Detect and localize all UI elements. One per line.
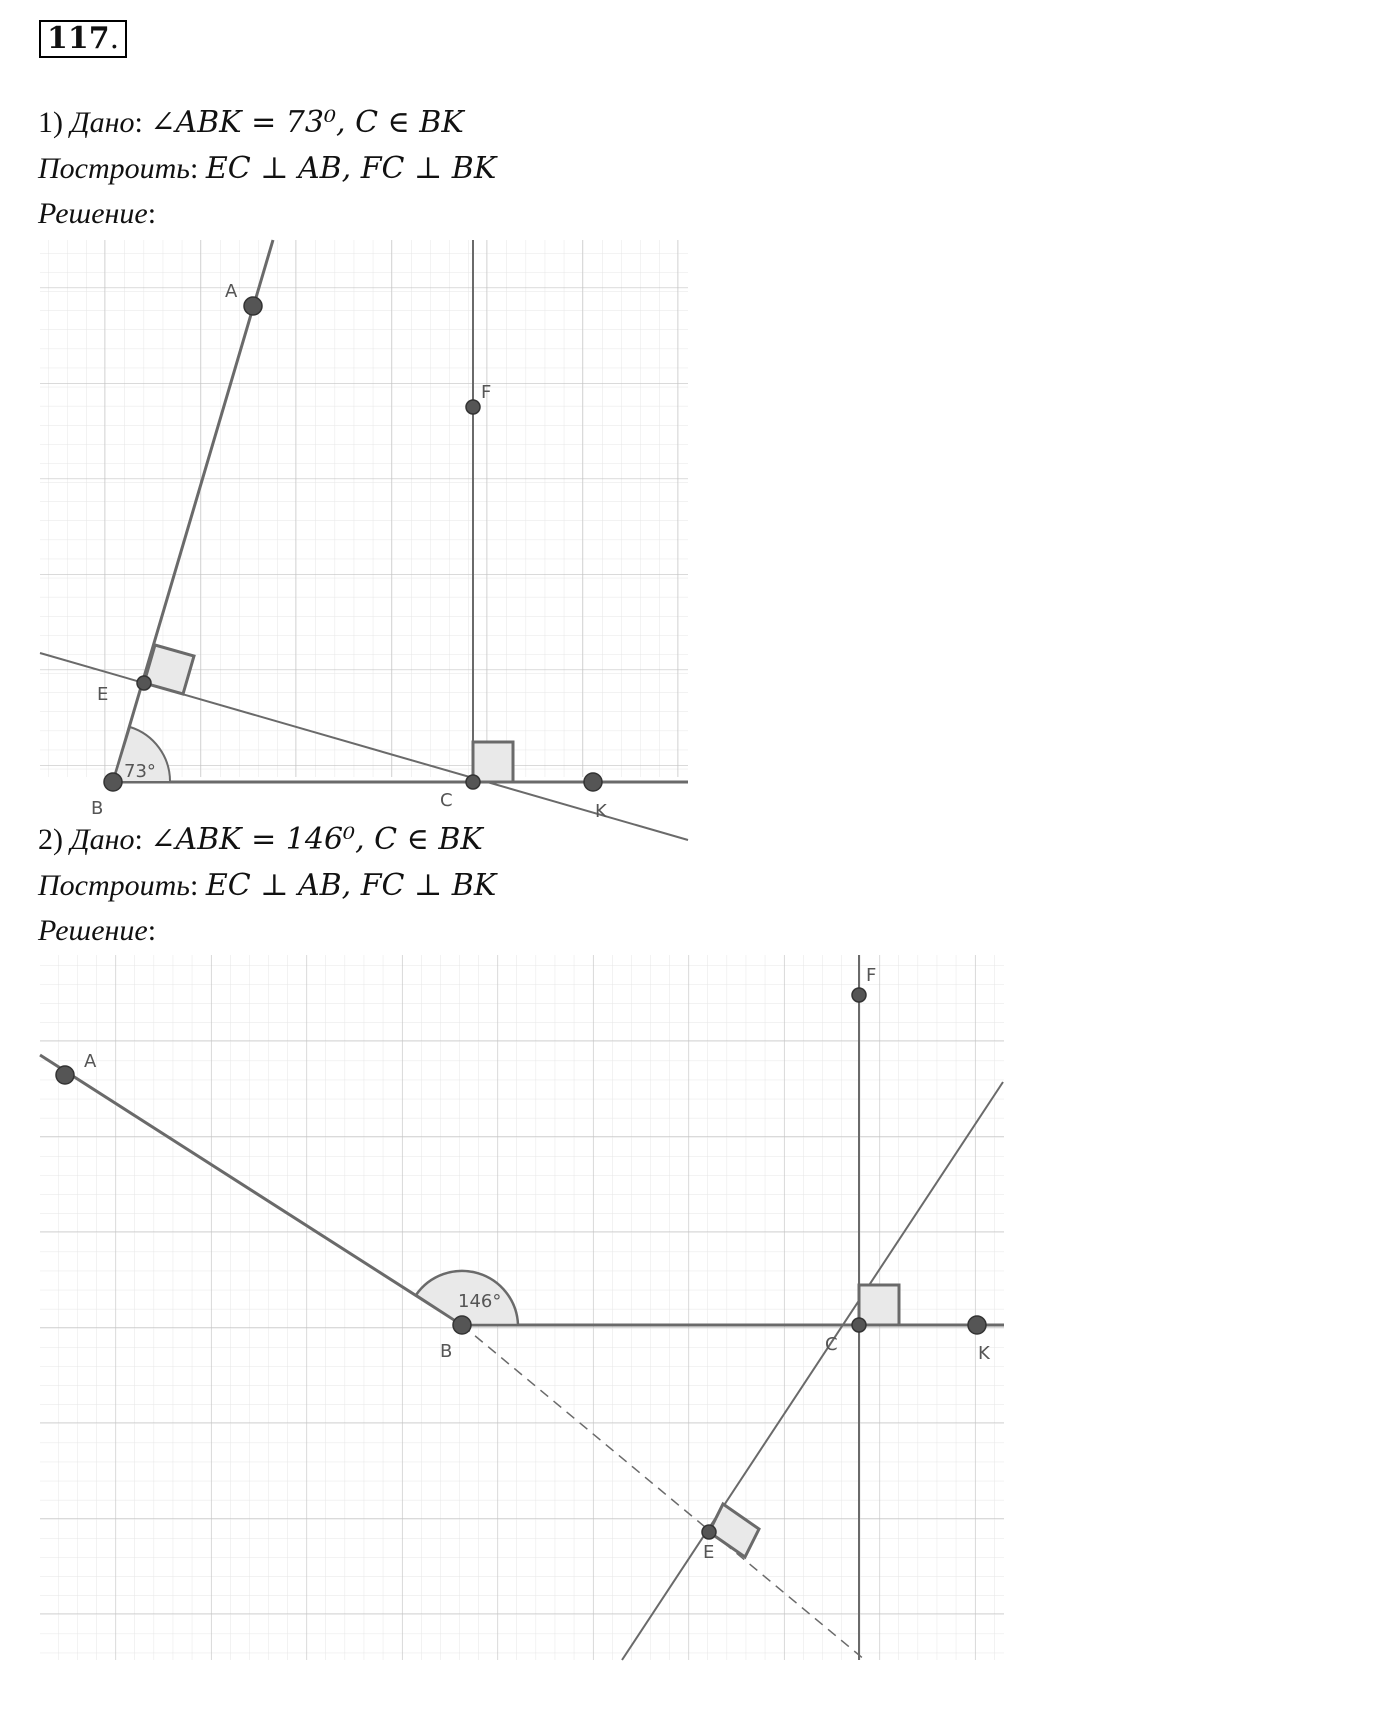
right-angle-E (144, 645, 194, 694)
part2-solution: Решение: (38, 914, 157, 947)
point-A (56, 1066, 74, 1084)
label-F: F (481, 382, 492, 403)
angle-label-73: 73° (124, 761, 156, 782)
angle-label-146: 146° (458, 1291, 502, 1312)
part1-solution: Решение: (38, 197, 157, 230)
label-K: K (595, 801, 607, 822)
point-F (852, 988, 866, 1002)
right-angle-C (859, 1285, 899, 1325)
task-number: 117. (39, 20, 127, 58)
right-angle-C (473, 742, 513, 782)
label-B: B (91, 798, 104, 819)
part1-given: 1) Дано: ∠ABK = 73⁰, C ∈ BK (38, 105, 464, 140)
point-C (466, 775, 480, 789)
label-K: K (978, 1343, 990, 1364)
point-C (852, 1318, 866, 1332)
part1-construct: Построить: EC ⊥ AB, FC ⊥ BK (38, 151, 497, 186)
point-E (702, 1525, 716, 1539)
point-K (584, 773, 602, 791)
point-E (137, 676, 151, 690)
part2-construct: Построить: EC ⊥ AB, FC ⊥ BK (38, 868, 497, 903)
point-F (466, 400, 480, 414)
point-B (104, 773, 122, 791)
label-E: E (97, 684, 109, 705)
label-E: E (703, 1542, 715, 1563)
label-C: C (825, 1334, 838, 1355)
point-B (453, 1316, 471, 1334)
point-K (968, 1316, 986, 1334)
label-B: B (440, 1341, 453, 1362)
point-A (244, 297, 262, 315)
part2-given: 2) Дано: ∠ABK = 146⁰, C ∈ BK (38, 822, 483, 857)
label-A: A (84, 1051, 97, 1072)
label-F: F (866, 965, 877, 986)
figure-1 (40, 240, 688, 822)
figure-2 (40, 955, 1004, 1660)
label-C: C (440, 790, 453, 811)
label-A: A (225, 281, 238, 302)
